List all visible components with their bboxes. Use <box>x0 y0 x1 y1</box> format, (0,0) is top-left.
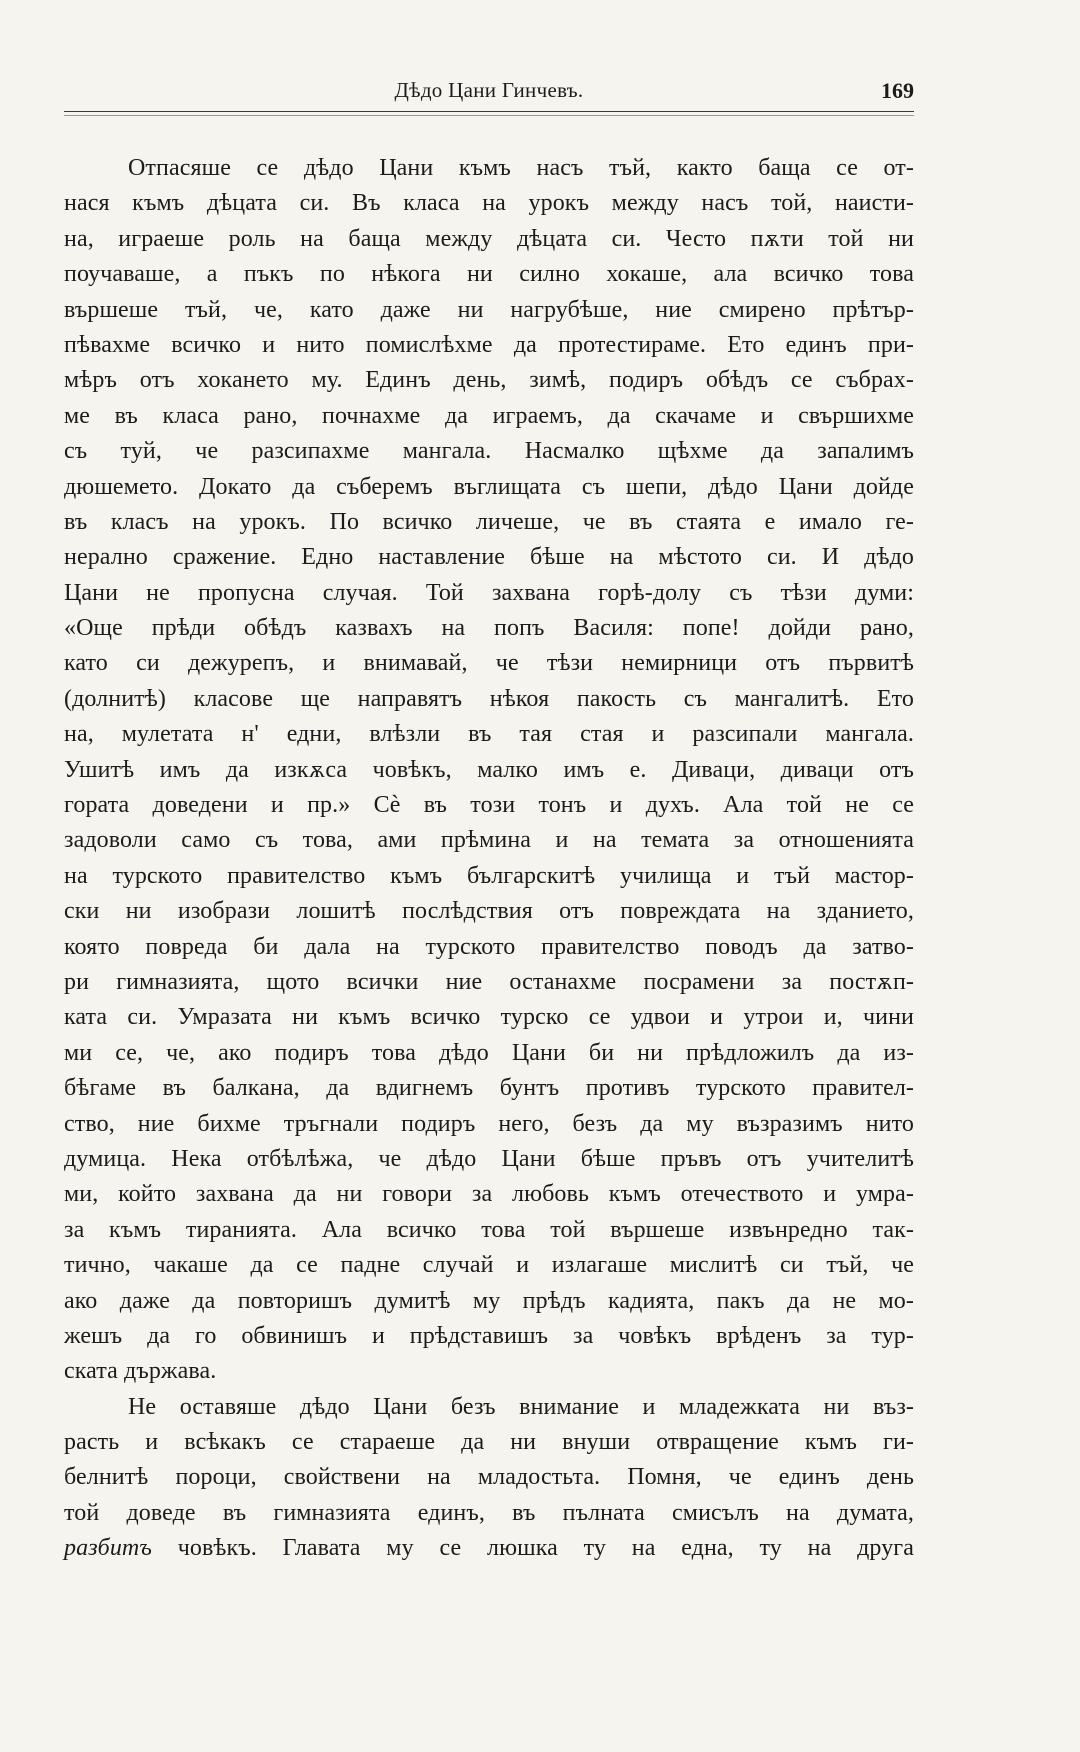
running-header <box>64 78 914 108</box>
text-line: мѣръ отъ хокането му. Единъ день, зимѣ, подиръ обѣдъ се събрах- <box>64 367 914 394</box>
text-line: ски ни изобрази лошитѣ послѣдствия отъ повреждата на зданието, <box>64 898 914 925</box>
header-rule <box>64 111 914 112</box>
page-number: 169 <box>881 78 914 103</box>
body-text <box>64 151 914 1567</box>
text-line: въ класъ на урокъ. По всичко личеше, че въ стаята е имало ге- <box>64 508 914 535</box>
text-line-rest: човѣкъ. Главата му се люшка ту на една, ту на друга <box>151 1535 914 1562</box>
text-line: белнитѣ пороци, свойствени на младостьта. Помня, че единъ день <box>64 1464 914 1491</box>
text-line: ми се, че, ако подиръ това дѣдо Цани би ни прѣдложилъ да из- <box>64 1039 914 1066</box>
text-line: той доведе въ гимназията единъ, въ пълната смисълъ на думата, <box>64 1499 914 1526</box>
text-line: Не оставяше дѣдо Цани безъ внимание и младежката ни въз- <box>128 1393 914 1420</box>
text-line-last <box>64 1531 914 1566</box>
running-title: Дѣдо Цани Гинчевъ. <box>394 78 584 102</box>
text-line: Отпасяше се дѣдо Цани къмъ насъ тъй, както баща се от- <box>128 155 914 181</box>
text-line: на, играеше роль на баща между дѣцата си. Често пѫти той ни <box>64 225 914 252</box>
text-line: ако даже да повторишъ думитѣ му прѣдъ кадията, пакъ да не мо- <box>64 1287 914 1314</box>
text-line: Ушитѣ имъ да изкѫса човѣкъ, малко имъ е. Диваци, диваци отъ <box>64 756 914 783</box>
text-line: расть и всѣкакъ се стараеше да ни внуши отвращение къмъ ги- <box>64 1429 914 1456</box>
text-line: нерално сражение. Едно наставление бѣше на мѣстото си. И дѣдо <box>64 544 914 571</box>
text-line: пѣвахме всичко и нито помислѣхме да протестираме. Ето единъ при- <box>64 331 914 358</box>
text-line: жешъ да го обвинишъ и прѣдставишъ за човѣкъ врѣденъ за тур- <box>64 1322 914 1349</box>
text-line-paragraph-end: ската държава. <box>64 1358 217 1385</box>
text-line: съ туй, че разсипахме мангала. Насмалко щѣхме да запалимъ <box>64 438 914 465</box>
text-line: нася къмъ дѣцата си. Въ класа на урокъ между насъ той, наисти- <box>64 190 914 217</box>
text-line: (долнитѣ) класове ще направятъ нѣкоя пакость съ мангалитѣ. Ето <box>64 685 914 712</box>
text-line: «Още прѣди обѣдъ казвахъ на попъ Василя: попе! дойди рано, <box>64 615 914 642</box>
italic-word: разбитъ <box>64 1535 152 1562</box>
text-line: Цани не пропусна случая. Той захвана горѣ-долу съ тѣзи думи: <box>64 579 914 606</box>
text-line: ри гимназията, щото всички ние останахме посрамени за постѫп- <box>64 968 914 995</box>
text-line: ми, който захвана да ни говори за любовь къмъ отечеството и умра- <box>64 1181 914 1208</box>
text-line: тично, чакаше да се падне случай и излагаше мислитѣ си тъй, че <box>64 1252 914 1279</box>
text-line: гората доведени и пр.» Сѐ въ този тонъ и духъ. Ала той не се <box>64 792 914 819</box>
header-rule-thin <box>64 115 914 116</box>
text-line: задоволи само съ това, ами прѣмина и на темата за отношенията <box>64 827 914 854</box>
text-line: поучаваше, а пъкъ по нѣкога ни силно хокаше, ала всичко това <box>64 261 914 288</box>
text-line: която повреда би дала на турското правителство поводъ да затво- <box>64 933 914 960</box>
text-line: ката си. Умразата ни къмъ всичко турско се удвои и утрои и, чини <box>64 1004 914 1031</box>
text-line: ме въ класа рано, почнахме да играемъ, да скачаме и свършихме <box>64 402 914 429</box>
text-line: на турското правителство къмъ българскитѣ училища и тъй мастор- <box>64 862 914 889</box>
text-line: вършеше тъй, че, като даже ни нагрубѣше, ние смирено прѣтър- <box>64 296 914 323</box>
text-line: бѣгаме въ балкана, да вдигнемъ бунтъ противъ турското правител- <box>64 1075 914 1102</box>
text-line: ство, ние бихме тръгнали подиръ него, безъ да му възразимъ нито <box>64 1110 914 1137</box>
text-line: думица. Нека отбѣлѣжа, че дѣдо Цани бѣше пръвъ отъ учителитѣ <box>64 1145 914 1172</box>
text-line: като си дежурепъ, и внимавай, че тѣзи немирници отъ първитѣ <box>64 650 914 677</box>
text-line: дюшемето. Докато да съберемъ въглищата съ шепи, дѣдо Цани дойде <box>64 473 914 500</box>
text-line: на, мулетата н' едни, влѣзли въ тая стая и разсипали мангала. <box>64 721 914 748</box>
text-line: за къмъ тиранията. Ала всичко това той вършеше извънредно так- <box>64 1216 914 1243</box>
